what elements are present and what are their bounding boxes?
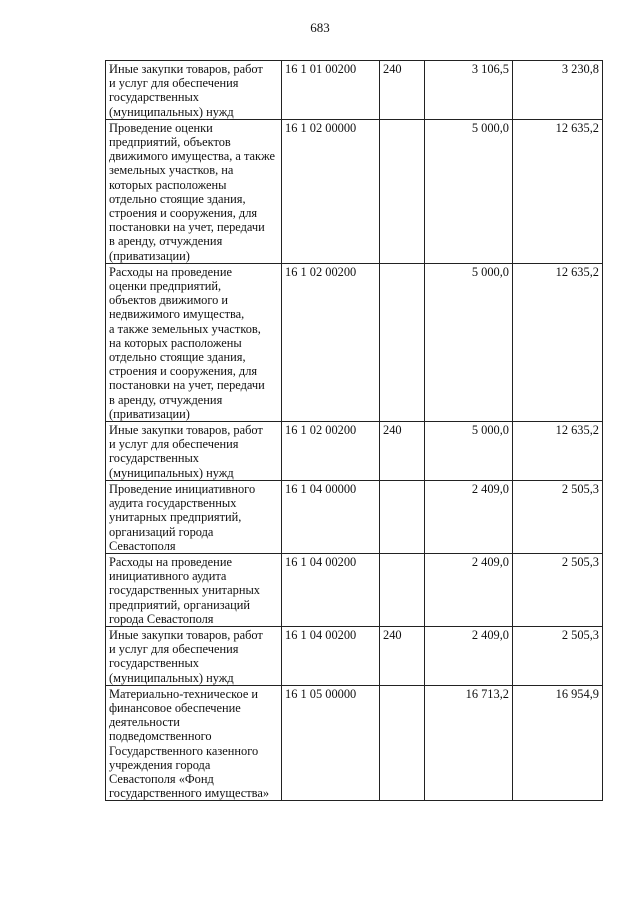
page-number: 683 (310, 20, 330, 35)
amount-year1-cell: 2 409,0 (425, 480, 513, 553)
table-row (106, 119, 603, 263)
expense-name-cell: Расходы на проведение инициативного аудита государственных унитарных предприятий, организаций города Севастополя (106, 553, 282, 626)
budget-table (105, 60, 603, 801)
amount-year1-cell: 2 409,0 (425, 553, 513, 626)
target-code-cell: 16 1 02 00200 (282, 422, 380, 481)
expense-type-cell: 240 (380, 626, 425, 685)
expense-name-cell: Проведение инициативного аудита государственных унитарных предприятий, организаций города Севастополя (106, 480, 282, 553)
table-row (106, 626, 603, 685)
amount-year2-cell: 3 230,8 (513, 61, 603, 120)
amount-year2-cell: 16 954,9 (513, 685, 603, 801)
table-row (106, 553, 603, 626)
target-code-cell: 16 1 05 00000 (282, 685, 380, 801)
expense-type-cell (380, 119, 425, 263)
amount-year1-cell: 3 106,5 (425, 61, 513, 120)
expense-type-cell: 240 (380, 61, 425, 120)
amount-year2-cell: 2 505,3 (513, 480, 603, 553)
amount-year1-cell: 16 713,2 (425, 685, 513, 801)
table-row (106, 422, 603, 481)
target-code-cell: 16 1 02 00000 (282, 119, 380, 263)
expense-name-cell: Иные закупки товаров, работ и услуг для обеспечения государственных (муниципальных) нужд (106, 626, 282, 685)
expense-type-cell (380, 553, 425, 626)
expense-type-cell: 240 (380, 422, 425, 481)
expense-name-cell: Иные закупки товаров, работ и услуг для обеспечения государственных (муниципальных) нужд (106, 61, 282, 120)
amount-year1-cell: 5 000,0 (425, 119, 513, 263)
amount-year1-cell: 5 000,0 (425, 263, 513, 421)
table-row (106, 685, 603, 801)
amount-year2-cell: 2 505,3 (513, 626, 603, 685)
table-row (106, 61, 603, 120)
expense-name-cell: Материально-техническое и финансовое обеспечение деятельности подведомственного Государственного казенного учреждения города Севастополя «Фонд государственного имущества» (106, 685, 282, 801)
target-code-cell: 16 1 02 00200 (282, 263, 380, 421)
expense-type-cell (380, 263, 425, 421)
target-code-cell: 16 1 01 00200 (282, 61, 380, 120)
expense-type-cell (380, 480, 425, 553)
expense-name-cell: Иные закупки товаров, работ и услуг для обеспечения государственных (муниципальных) нужд (106, 422, 282, 481)
amount-year1-cell: 2 409,0 (425, 626, 513, 685)
target-code-cell: 16 1 04 00200 (282, 553, 380, 626)
table-row (106, 263, 603, 421)
amount-year2-cell: 2 505,3 (513, 553, 603, 626)
expense-name-cell: Проведение оценки предприятий, объектов движимого имущества, а также земельных участков, на которых расположены отдельно стоящие здания, строения и сооружения, для постановки на учет, передачи в аренду, отчуждения (приватизации) (106, 119, 282, 263)
table-row (106, 480, 603, 553)
expense-type-cell (380, 685, 425, 801)
amount-year2-cell: 12 635,2 (513, 263, 603, 421)
target-code-cell: 16 1 04 00000 (282, 480, 380, 553)
target-code-cell: 16 1 04 00200 (282, 626, 380, 685)
expense-name-cell: Расходы на проведение оценки предприятий, объектов движимого и недвижимого имущества, а также земельных участков, на которых расположены отдельно стоящие здания, строения и сооружения, для постановки на учет, передачи в аренду, отчуждения (приватизации) (106, 263, 282, 421)
amount-year1-cell: 5 000,0 (425, 422, 513, 481)
amount-year2-cell: 12 635,2 (513, 422, 603, 481)
amount-year2-cell: 12 635,2 (513, 119, 603, 263)
